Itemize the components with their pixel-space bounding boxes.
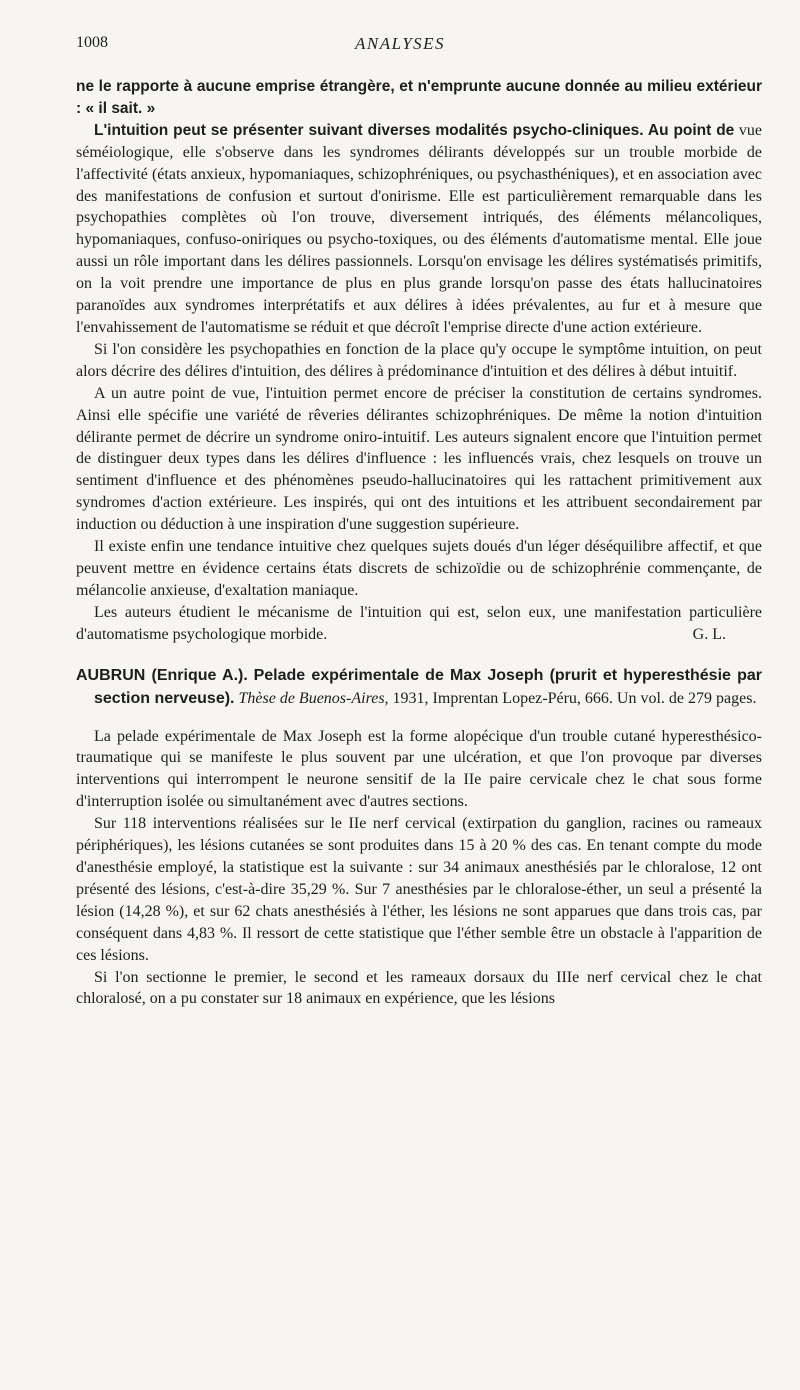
review-title: Pelade expérimentale de Max Joseph (prurit et hyperesthésie par section nerveuse). <box>94 666 763 707</box>
review-paragraph-2: Sur 118 interventions réalisées sur le IIe nerf cervical (extirpation du ganglion, racines ou rameaux périphériques), les lésions cutanées se sont produites dans 15 à 20 % des cas. En tenant compte du mode d'anesthésie employé, la statistique est la suivante : sur 34 animaux anesthésiés par le chloralose, 12 ont présenté des lésions, c'est-à-dire 35,29 %. Sur 7 anesthésies par le chloralose-éther, un seul a présenté la lésion (14,28 %), et sur 62 chats anesthésiés à l'éther, les lésions ne sont apparues que dans trois cas, par conséquent dans 4,83 %. Il ressort de cette statistique que l'éther semble être un obstacle à l'apparition de ces lésions. <box>76 815 762 964</box>
review-paragraph-3: Si l'on sectionne le premier, le second et les rameaux dorsaux du IIIe nerf cervical chez le chat chloralosé, on a pu constater sur 18 animaux en expérience, que les lésions <box>76 968 762 1008</box>
review-heading <box>76 664 762 710</box>
review-paragraph-1: La pelade expérimentale de Max Joseph est la forme alopécique d'un trouble cutané hyperesthésico-traumatique qui se manifeste le plus souvent par une ulcération, et que l'on provoque par diverses interventions qui interrompent le neurone sensitif de la IIe paire cervicale chez le chat sous forme d'interruption isolée ou simultanément avec d'autres sections. <box>76 727 762 811</box>
running-head: ANALYSES <box>354 34 446 53</box>
review-author: AUBRUN (Enrique A.). <box>76 666 248 684</box>
paragraph-3: Si l'on considère les psychopathies en fonction de la place qu'y occupe le symptôme intuition, on peut alors décrire des délires d'intuition, des délires à prédominance d'intuition et des délires à début intuitif. <box>76 340 762 380</box>
paragraph-5: Il existe enfin une tendance intuitive chez quelques sujets doués d'un léger déséquilibre affectif, et que peuvent mettre en évidence certains états discrets de schizoïdie ou de schizophrénie commençante, de mélancolie anxieuse, d'exaltation maniaque. <box>76 538 762 599</box>
paragraph-4: A un autre point de vue, l'intuition permet encore de préciser la constitution de certains syndromes. Ainsi elle spécifie une variété de rêveries délirantes schizophréniques. De même la notion d'intuition délirante permet de décrire un syndrome oniro-intuitif. Les auteurs signalent encore que l'intuition permet de distinguer deux types dans les délires d'influence : les influencés vrais, chez lesquels on trouve un sentiment d'influence et des phénomènes pseudo-hallucinatoires qui les rattachent primitivement aux syndromes d'action extérieure. Les inspirés, qui ont des intuitions et les attribuent secondairement par induction ou déduction à une inspiration d'une suggestion supérieure. <box>76 384 762 534</box>
page-number: 1008 <box>76 34 108 51</box>
page-header <box>0 34 800 58</box>
paragraph-2: L'intuition peut se présenter suivant diverses modalités psycho-cliniques. Au point de vue séméiologique, elle s'observe dans les syndromes délirants développés sur un trouble morbide de l'affectivité (états anxieux, hypomaniaques, schizophréniques, ou psychasthéniques), et en association avec des manifestations de confusion et surtout d'onirisme. Elle est particulièrement remarquable dans les psychopathies complètes où l'on trouve, diversement intriqués, des éléments mélancoliques, hypomaniaques, confuso-oniriques ou psycho-toxiques, ou des éléments d'automatisme mental. Elle joue aussi un rôle important dans les délires passionnels. Lorsqu'on envisage les délires systématisés primitifs, on la voit prendre une importance de plus en plus grande lorsqu'on passe des états hallucinatoires paranoïdes aux syndromes interprétatifs et aux délires à idées prévalentes, au fur et à mesure que l'envahissement de l'automatisme se réduit et que décroît l'emprise directe d'une action extérieure. <box>76 121 762 336</box>
paragraph-1: ne le rapporte à aucune emprise étrangère, et n'emprunte aucune donnée au milieu extérieur : « il sait. » <box>76 78 762 117</box>
page-body <box>76 76 762 1010</box>
paragraph-6: Les auteurs étudient le mécanisme de l'intuition qui est, selon eux, une manifestation particulière d'automatisme psychologique morbide. G. L. <box>76 602 762 646</box>
review-publisher: 1931, Imprentan Lopez-Péru, 666. Un vol. de 279 pages. <box>388 689 757 707</box>
signature: G. L. <box>692 625 726 643</box>
review-source: Thèse de Buenos-Aires, <box>238 689 389 707</box>
